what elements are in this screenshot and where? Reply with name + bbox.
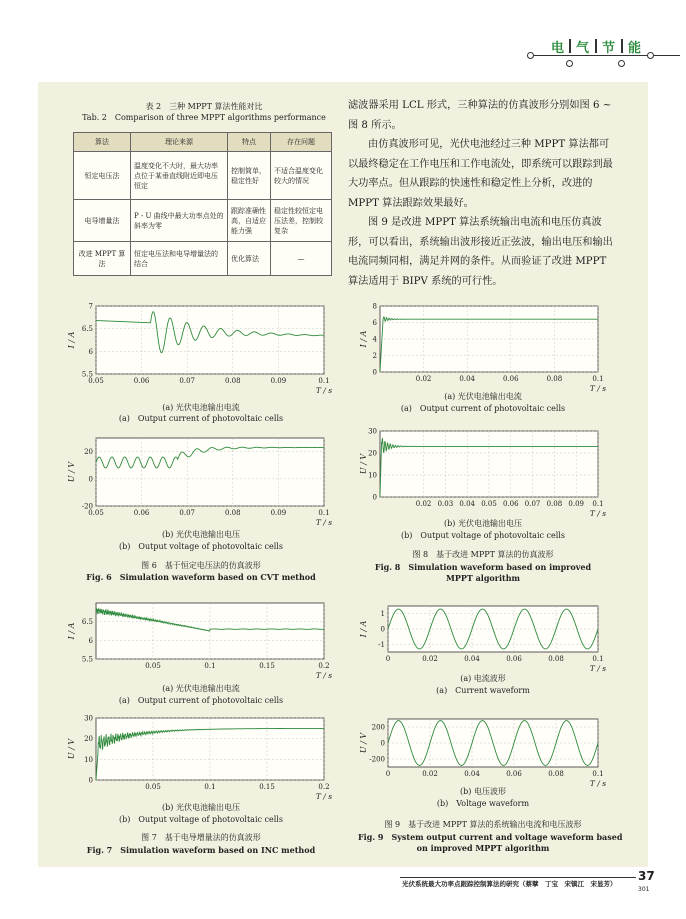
x-tick-label: 0.03 bbox=[437, 500, 454, 508]
y-axis-label: I / A bbox=[359, 620, 368, 638]
x-tick-label: 0.02 bbox=[422, 770, 438, 778]
fig9-caption-en-1: Fig. 9 System output current and voltage waveform based bbox=[358, 832, 623, 842]
y-tick-label: 0 bbox=[380, 739, 385, 748]
fig9b-voltage-chart bbox=[358, 713, 608, 788]
y-tick-label: 20 bbox=[84, 448, 93, 457]
table-row bbox=[74, 200, 332, 242]
fig7a-current-chart bbox=[66, 595, 336, 680]
x-axis-label: T / s bbox=[589, 509, 607, 518]
y-tick-label: 10 bbox=[368, 471, 377, 480]
x-tick-label: 0.06 bbox=[503, 375, 519, 383]
x-axis-label: T / s bbox=[589, 384, 607, 393]
x-tick-label: 0.08 bbox=[548, 655, 564, 663]
fig9a-caption-cn: (a) 电流波形 bbox=[460, 674, 506, 683]
y-tick-label: 4 bbox=[372, 335, 377, 344]
fig7a-caption-en: (a) Output current of photovoltaic cells bbox=[118, 696, 284, 705]
fig6b-voltage-chart bbox=[66, 430, 336, 527]
fig7a-caption-cn: (a) 光伏电池输出电流 bbox=[162, 684, 240, 693]
x-tick-label: 0.2 bbox=[318, 662, 330, 670]
y-axis-label: I / A bbox=[67, 331, 76, 349]
table-cell: 温度变化不大时，最大功率点位于某垂直线附近即电压恒定 bbox=[131, 152, 228, 200]
x-tick-label: 0.02 bbox=[422, 655, 438, 663]
table-cell: P - U 曲线中最大功率点处的斜率为零 bbox=[131, 200, 228, 242]
x-tick-label: 0.09 bbox=[270, 377, 287, 385]
x-tick-label: 0.07 bbox=[179, 509, 195, 517]
x-tick-label: 0.06 bbox=[506, 770, 522, 778]
table-header: 理论来源 bbox=[131, 133, 228, 152]
x-tick-label: 0.07 bbox=[524, 500, 541, 508]
table-header: 存在问题 bbox=[271, 133, 332, 152]
x-tick-label: 0.06 bbox=[133, 509, 150, 517]
table-cell: 稳定性较恒定电压法差，控制较复杂 bbox=[271, 200, 332, 242]
fig9b-caption-cn: (b) 电压波形 bbox=[460, 787, 506, 796]
x-tick-label: 0.04 bbox=[464, 655, 480, 663]
x-tick-label: 0.05 bbox=[88, 509, 104, 517]
fig8b-caption-en: (b) Output voltage of photovoltaic cells bbox=[401, 531, 565, 540]
y-tick-label: -20 bbox=[81, 502, 93, 511]
y-tick-label: 30 bbox=[368, 427, 377, 436]
y-tick-label: 6 bbox=[372, 319, 377, 327]
y-tick-label: 7 bbox=[88, 302, 93, 311]
y-tick-label: 6.5 bbox=[81, 618, 93, 627]
fig9-caption-cn: 图 9 基于改进 MPPT 算法的系统输出电流和电压波形 bbox=[384, 820, 582, 829]
y-tick-label: -1 bbox=[378, 640, 385, 649]
header-char-1: 电 bbox=[551, 41, 565, 56]
x-tick-label: 0.08 bbox=[225, 509, 241, 517]
x-tick-label: 0.2 bbox=[318, 783, 330, 791]
y-axis-label: U / V bbox=[67, 461, 76, 483]
x-tick-label: 0.1 bbox=[318, 509, 330, 517]
fig6a-caption-cn: (a) 光伏电池输出电流 bbox=[162, 403, 240, 412]
x-tick-label: 0.04 bbox=[464, 770, 480, 778]
fig6-caption-cn: 图 6 基于恒定电压法的仿真波形 bbox=[141, 561, 261, 570]
fig6b-caption-cn: (b) 光伏电池输出电压 bbox=[162, 530, 240, 539]
fig8-caption-en-1: Fig. 8 Simulation waveform based on improved bbox=[374, 562, 592, 572]
y-tick-label: 5.5 bbox=[81, 370, 93, 379]
fig7-caption-en: Fig. 7 Simulation waveform based on INC method bbox=[86, 845, 316, 855]
fig7b-voltage-chart bbox=[66, 710, 336, 800]
comparison-table bbox=[73, 132, 332, 276]
x-axis-label: T / s bbox=[315, 671, 333, 680]
y-axis-label: I / A bbox=[67, 622, 76, 640]
x-axis-label: T / s bbox=[589, 779, 607, 788]
header-divider bbox=[595, 39, 597, 53]
paragraph: 图 9 是改进 MPPT 算法系统输出电流和电压仿真波形，可以看出，系统输出波形接近正弦波，输出电压和输出电流同频同相，满足并网的条件。从而验证了改进 MPPT 算法适用于 BIPV 系统的可行性。 bbox=[348, 217, 613, 287]
y-tick-label: 200 bbox=[371, 723, 385, 732]
x-axis-label: T / s bbox=[589, 664, 607, 673]
table-cell: 恒定电压法和电导增量法的结合 bbox=[131, 242, 228, 276]
x-tick-label: 0 bbox=[385, 655, 391, 663]
table-row bbox=[74, 152, 332, 200]
x-tick-label: 0 bbox=[385, 770, 391, 778]
x-tick-label: 0.1 bbox=[592, 500, 604, 508]
footer-rule bbox=[400, 877, 636, 878]
x-tick-label: 0.04 bbox=[459, 500, 475, 508]
x-tick-label: 0.08 bbox=[548, 770, 564, 778]
fig8a-caption-en: (a) Output current of photovoltaic cells bbox=[400, 404, 566, 413]
y-tick-label: 0 bbox=[380, 625, 385, 634]
x-tick-label: 0.09 bbox=[270, 509, 287, 517]
table-cell: 电导增量法 bbox=[74, 200, 131, 242]
header-divider bbox=[569, 39, 571, 53]
y-tick-label: 30 bbox=[84, 714, 93, 723]
x-tick-label: 0.09 bbox=[568, 500, 584, 508]
fig6b-caption-en: (b) Output voltage of photovoltaic cells bbox=[119, 542, 283, 551]
fig7b-caption-en: (b) Output voltage of photovoltaic cells bbox=[119, 815, 283, 824]
table-cell: 跟踪准确性高，自适应能力强 bbox=[228, 200, 271, 242]
x-tick-label: 0.05 bbox=[88, 377, 104, 385]
y-tick-label: 0 bbox=[372, 493, 377, 502]
y-axis-label: U / V bbox=[67, 738, 76, 760]
x-tick-label: 0.06 bbox=[133, 377, 150, 385]
x-tick-label: 0.02 bbox=[415, 375, 432, 383]
x-tick-label: 0.15 bbox=[259, 662, 275, 670]
x-tick-label: 0.1 bbox=[204, 783, 216, 791]
x-tick-label: 0.1 bbox=[592, 375, 604, 383]
y-tick-label: 20 bbox=[368, 449, 377, 458]
fig9a-caption-en: (a) Current waveform bbox=[436, 686, 530, 695]
header-char-4: 能 bbox=[628, 41, 642, 56]
fig6a-current-chart bbox=[66, 300, 336, 395]
header-char-3: 节 bbox=[602, 41, 616, 56]
y-tick-label: 0 bbox=[88, 475, 93, 484]
footer-title: 光伏系统最大功率点跟踪控制算法的研究（蔡擘 丁宝 宋镇江 宋显芳） bbox=[402, 880, 617, 888]
header-dot bbox=[566, 60, 573, 67]
y-axis-label: U / V bbox=[359, 453, 368, 475]
table-caption-cn: 表 2 三种 MPPT 算法性能对比 bbox=[145, 102, 263, 111]
header-dot bbox=[527, 52, 534, 59]
x-tick-label: 0.1 bbox=[592, 770, 604, 778]
y-tick-label: 6 bbox=[88, 636, 93, 645]
x-tick-label: 0.06 bbox=[503, 500, 519, 508]
paragraph: 由仿真波形可见，光伏电池经过三种 MPPT 算法都可以最终稳定在工作电压和工作电流处，即系统可以跟踪到最大功率点。但从跟踪的快速性和稳定性上分析，改进的 MPPT 算法跟踪效果最好。 bbox=[348, 139, 613, 209]
plot-frame bbox=[96, 306, 324, 374]
y-tick-label: 0 bbox=[372, 368, 377, 377]
table-header: 算法 bbox=[74, 133, 131, 152]
x-tick-label: 0.02 bbox=[415, 500, 432, 508]
fig8a-caption-cn: (a) 光伏电池输出电流 bbox=[444, 392, 522, 401]
paragraph: 滤波器采用 LCL 形式，三种算法的仿真波形分别如图 6 ~ 图 8 所示。 bbox=[348, 100, 612, 131]
fig6-caption-en: Fig. 6 Simulation waveform based on CVT method bbox=[86, 572, 316, 582]
y-tick-label: 6 bbox=[88, 347, 93, 356]
table-cell: 改进 MPPT 算法 bbox=[74, 242, 131, 276]
y-axis-label: I / A bbox=[359, 330, 368, 348]
fig9b-caption-en: (b) Voltage waveform bbox=[436, 799, 530, 808]
y-tick-label: 10 bbox=[84, 755, 93, 764]
x-tick-label: 0.08 bbox=[546, 500, 563, 508]
y-tick-label: 5.5 bbox=[81, 655, 93, 664]
table-cell: 不适合温度变化较大的情况 bbox=[271, 152, 332, 200]
page-number-total: 301 bbox=[638, 886, 650, 893]
table-header: 特点 bbox=[228, 133, 271, 152]
x-tick-label: 0.1 bbox=[318, 377, 330, 385]
y-tick-label: 2 bbox=[372, 352, 377, 360]
y-tick-label: 8 bbox=[372, 302, 377, 311]
table-row bbox=[74, 242, 332, 276]
fig8-caption-en-2: MPPT algorithm bbox=[445, 573, 520, 583]
x-axis-label: T / s bbox=[315, 518, 333, 527]
y-tick-label: -200 bbox=[369, 755, 385, 764]
y-tick-label: 0 bbox=[88, 776, 93, 785]
fig9a-current-chart bbox=[358, 600, 608, 673]
x-axis-label: T / s bbox=[315, 386, 333, 395]
fig9-caption-en-2: on improved MPPT algorithm bbox=[416, 843, 550, 853]
x-tick-label: 0.05 bbox=[481, 500, 497, 508]
x-tick-label: 0.1 bbox=[592, 655, 604, 663]
x-tick-label: 0.08 bbox=[546, 375, 563, 383]
x-tick-label: 0.07 bbox=[179, 377, 195, 385]
fig6a-caption-en: (a) Output current of photovoltaic cells bbox=[118, 414, 284, 423]
x-tick-label: 0.04 bbox=[459, 375, 475, 383]
x-tick-label: 0.05 bbox=[145, 783, 161, 791]
table-header-row bbox=[74, 133, 332, 152]
table-cell: 控制简单，稳定性好 bbox=[228, 152, 271, 200]
x-axis-label: T / s bbox=[315, 792, 333, 801]
header-dot bbox=[618, 60, 625, 67]
table-caption-en: Tab. 2 Comparison of three MPPT algorithms performance bbox=[82, 113, 326, 122]
x-tick-label: 0.06 bbox=[506, 655, 522, 663]
table-cell: — bbox=[271, 242, 332, 276]
fig8b-caption-cn: (b) 光伏电池输出电压 bbox=[444, 519, 522, 528]
y-axis-label: U / V bbox=[359, 732, 368, 754]
y-tick-label: 1 bbox=[380, 610, 385, 619]
x-tick-label: 0.15 bbox=[259, 783, 275, 791]
header-divider bbox=[621, 39, 623, 53]
fig8b-voltage-chart bbox=[358, 425, 608, 518]
x-tick-label: 0.1 bbox=[204, 662, 216, 670]
x-tick-label: 0.05 bbox=[145, 662, 161, 670]
fig7-caption-cn: 图 7 基于电导增量法的仿真波形 bbox=[141, 833, 261, 842]
header-char-2: 气 bbox=[576, 41, 590, 56]
x-tick-label: 0.08 bbox=[225, 377, 241, 385]
table-cell: 优化算法 bbox=[228, 242, 271, 276]
fig7b-caption-cn: (b) 光伏电池输出电压 bbox=[162, 803, 240, 812]
y-tick-label: 6.5 bbox=[81, 325, 93, 334]
y-tick-label: 20 bbox=[84, 735, 93, 744]
fig8-caption-cn: 图 8 基于改进 MPPT 算法的仿真波形 bbox=[412, 550, 554, 559]
table-cell: 恒定电压法 bbox=[74, 152, 131, 200]
page-number: 37 bbox=[638, 869, 655, 883]
fig8a-current-chart bbox=[358, 300, 608, 393]
header-dot bbox=[647, 52, 654, 59]
